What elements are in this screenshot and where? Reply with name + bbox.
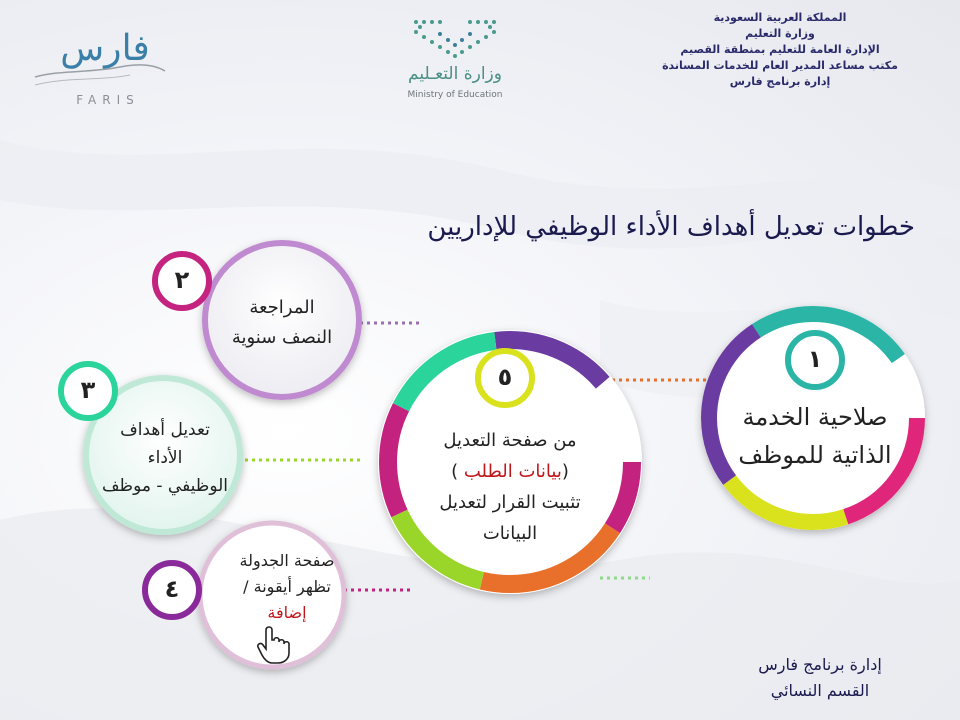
- page-title: خطوات تعديل أهداف الأداء الوظيفي للإداريين: [427, 212, 915, 242]
- footer-line: القسم النسائي: [770, 681, 870, 700]
- step5-paren-close: ): [451, 461, 459, 482]
- step4-number: ٤: [164, 575, 180, 603]
- step3-text: [90, 416, 240, 500]
- step5-line: من صفحة التعديل: [443, 430, 577, 451]
- faris-english-name: FARIS: [76, 93, 140, 107]
- footer-text: [720, 652, 920, 704]
- header-line: وزارة التعليم: [745, 27, 815, 40]
- moe-english-name: Ministry of Education: [407, 90, 503, 100]
- step3-line: تعديل أهداف: [120, 420, 210, 440]
- step4-line: صفحة الجدولة: [239, 551, 335, 570]
- step2-text: [212, 293, 352, 353]
- header-line: مكتب مساعد المدير العام للخدمات المساندة: [662, 59, 898, 72]
- step3-line: الأداء: [147, 448, 183, 468]
- header-line: الإدارة العامة للتعليم بمنطقة القصيم: [680, 43, 880, 56]
- header-line: إدارة برنامج فارس: [729, 75, 831, 88]
- step1-line: الذاتية للموظف: [738, 441, 892, 469]
- step1-text: [720, 398, 910, 474]
- step3-line: الوظيفي - موظف: [101, 476, 229, 496]
- step5-line2: [400, 456, 620, 487]
- step5-line: البيانات: [482, 523, 538, 544]
- step2-line: المراجعة: [249, 297, 315, 318]
- step1-number: ١: [807, 345, 823, 373]
- step2-number: ٢: [174, 266, 190, 294]
- svg-text:فارس: فارس: [60, 28, 150, 69]
- step5-text: [400, 425, 620, 549]
- step4-line: تظهر أيقونة /: [243, 577, 331, 596]
- footer-line: إدارة برنامج فارس: [758, 655, 882, 674]
- step3-number: ٣: [80, 376, 96, 404]
- step4-text: [212, 548, 362, 626]
- step2-line: النصف سنوية: [231, 327, 333, 348]
- step5-line: تثبيت القرار لتعديل: [439, 492, 581, 513]
- step5-number: ٥: [497, 363, 513, 391]
- header-line: المملكة العربية السعودية: [713, 11, 847, 24]
- step4-highlight: إضافة: [267, 603, 307, 622]
- step5-paren-open: (: [561, 461, 569, 482]
- step5-highlight: بيانات الطلب: [463, 461, 562, 482]
- step1-line: صلاحية الخدمة: [742, 403, 888, 431]
- moe-arabic-name: وزارة التعـليم: [408, 64, 502, 84]
